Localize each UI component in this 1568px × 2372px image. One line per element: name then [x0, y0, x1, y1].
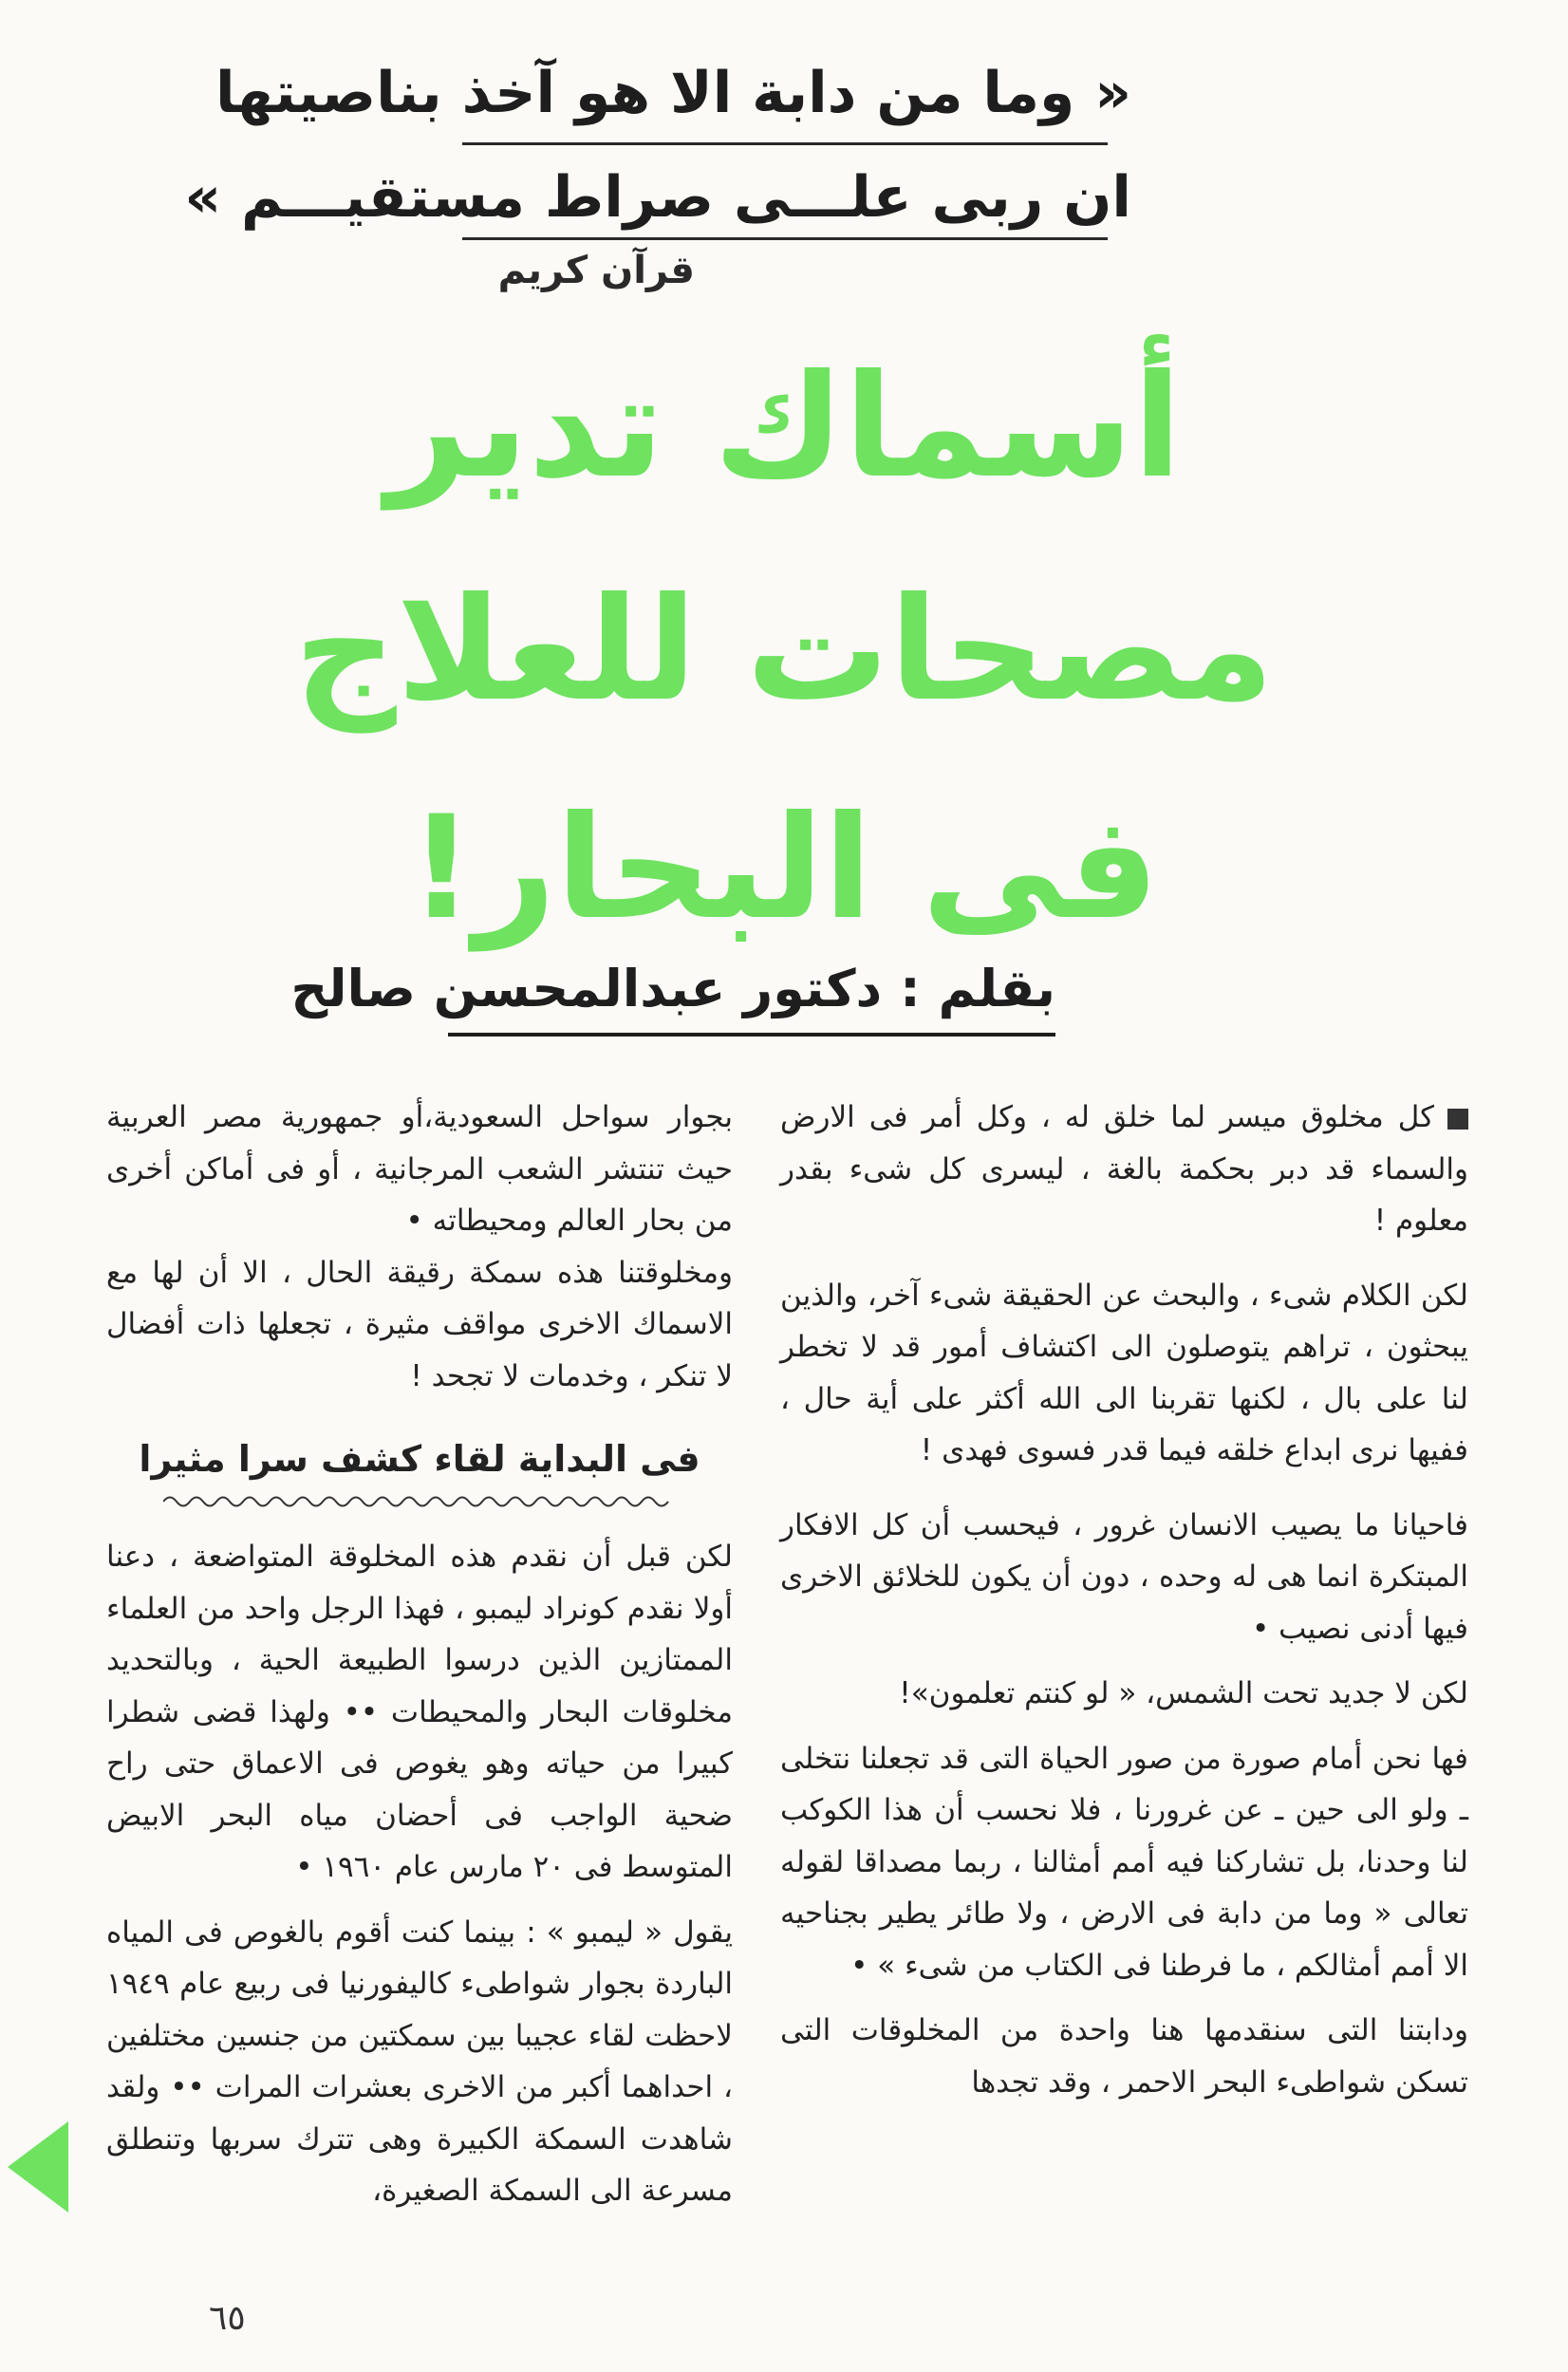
square-bullet-icon — [1447, 1109, 1468, 1130]
left-paragraph-3: لكن قبل أن نقدم هذه المخلوقة المتواضعة ، دعنا أولا نقدم كونراد ليمبو ، فهذا الرجل واحد من العلماء الممتازين الذين درسوا الطبيعة الحية ، وبالتحديد مخلوقات البحار والمحيطات •• ولهذا قضى شطرا كبيرا من حياته وهو يغوص فى الاعماق حتى راح ضحية الواجب فى أحضان مياه البحر الابيض المتوسط فى ٢٠ مارس عام ١٩٦٠ • — [106, 1540, 733, 1884]
headline-line-3: فى البحار! — [408, 786, 1160, 951]
headline-line-1: أسماك تدير — [385, 345, 1183, 510]
verse-source: قرآن كريم — [497, 249, 695, 292]
right-paragraph-2: لكن الكلام شىء ، والبحث عن الحقيقة شىء آخر، والذين يبحثون ، تراهم يتوصلون الى اكتشاف أمور قد لا تخطر لنا على بال ، لكنها تقربنا الى الله أكثر على أية حال ، ففيها نرى ابداع خلقه فيما قدر فسوى فهدى ! — [780, 1278, 1468, 1467]
headline-line-2: مصحات للعلاج — [293, 568, 1275, 733]
page-number: ٦٥ — [209, 2299, 246, 2338]
right-paragraph-1 — [780, 1092, 1468, 1247]
wavy-divider-icon — [163, 1493, 676, 1510]
verse-rule-bottom — [462, 237, 1108, 240]
left-paragraph-2: ومخلوقتنا هذه سمكة رقيقة الحال ، الا أن لها مع الاسماك الاخرى مواقف مثيرة ، تجعلها ذات أفضال لا تنكر ، وخدمات لا تجحد ! — [106, 1255, 733, 1393]
quran-verse-line-1: « وما من دابة الا هو آخذ بناصيتها — [215, 60, 1131, 126]
right-paragraph-3: فاحيانا ما يصيب الانسان غرور ، فيحسب أن كل الافكار المبتكرة انما هى له وحده ، دون أن يكون للخلائق الاخرى فيها أدنى نصيب • — [780, 1507, 1468, 1646]
article-column-left — [106, 1092, 733, 2217]
article-column-right — [780, 1092, 1468, 2108]
byline-underline — [448, 1033, 1055, 1037]
right-paragraph-6: ودابتنا التى سنقدمها هنا واحدة من المخلوقات التى تسكن شواطىء البحر الاحمر ، وقد تجدها — [780, 2013, 1468, 2100]
right-paragraph-4: لكن لا جديد تحت الشمس، « لو كنتم تعلمون»! — [899, 1676, 1468, 1710]
author-byline: بقلم : دكتور عبدالمحسن صالح — [290, 959, 1055, 1018]
section-subheading: فى البداية لقاء كشف سرا مثيرا — [139, 1438, 700, 1480]
green-triangle-marker-icon — [8, 2121, 68, 2213]
left-paragraph-4: يقول « ليمبو » : بينما كنت أقوم بالغوص فى المياه الباردة بجوار شواطىء كاليفورنيا فى ربيع عام ١٩٤٩ لاحظت لقاء عجيبا بين سمكتين من جنسين مختلفين ، احداهما أكبر من الاخرى بعشرات المرات •• ولقد شاهدت السمكة الكبيرة وهى تترك سربها وتنطلق مسرعة الى السمكة الصغيرة، — [106, 1914, 733, 2208]
left-paragraph-1: بجوار سواحل السعودية،أو جمهورية مصر العربية حيث تنتشر الشعب المرجانية ، أو فى أماكن أخرى من بحار العالم ومحيطاته • — [106, 1100, 733, 1238]
verse-rule-top — [462, 142, 1108, 145]
quran-verse-line-2: ان ربى علـــى صراط مستقيـــم » — [184, 164, 1131, 231]
right-paragraph-5: فها نحن أمام صورة من صور الحياة التى قد تجعلنا نتخلى ـ ولو الى حين ـ عن غرورنا ، فلا نحسب أن هذا الكوكب لنا وحدنا، بل تشاركنا فيه أمم أمثالنا ، ربما مصداقا لقوله تعالى « وما من دابة فى الارض ، ولا طائر يطير بجناحيه الا أمم أمثالكم ، ما فرطنا فى الكتاب من شىء » • — [780, 1741, 1468, 1983]
right-paragraph-1-text: كل مخلوق ميسر لما خلق له ، وكل أمر فى الارض والسماء قد دبر بحكمة بالغة ، ليسرى كل شىء بقدر معلوم ! — [780, 1100, 1468, 1238]
